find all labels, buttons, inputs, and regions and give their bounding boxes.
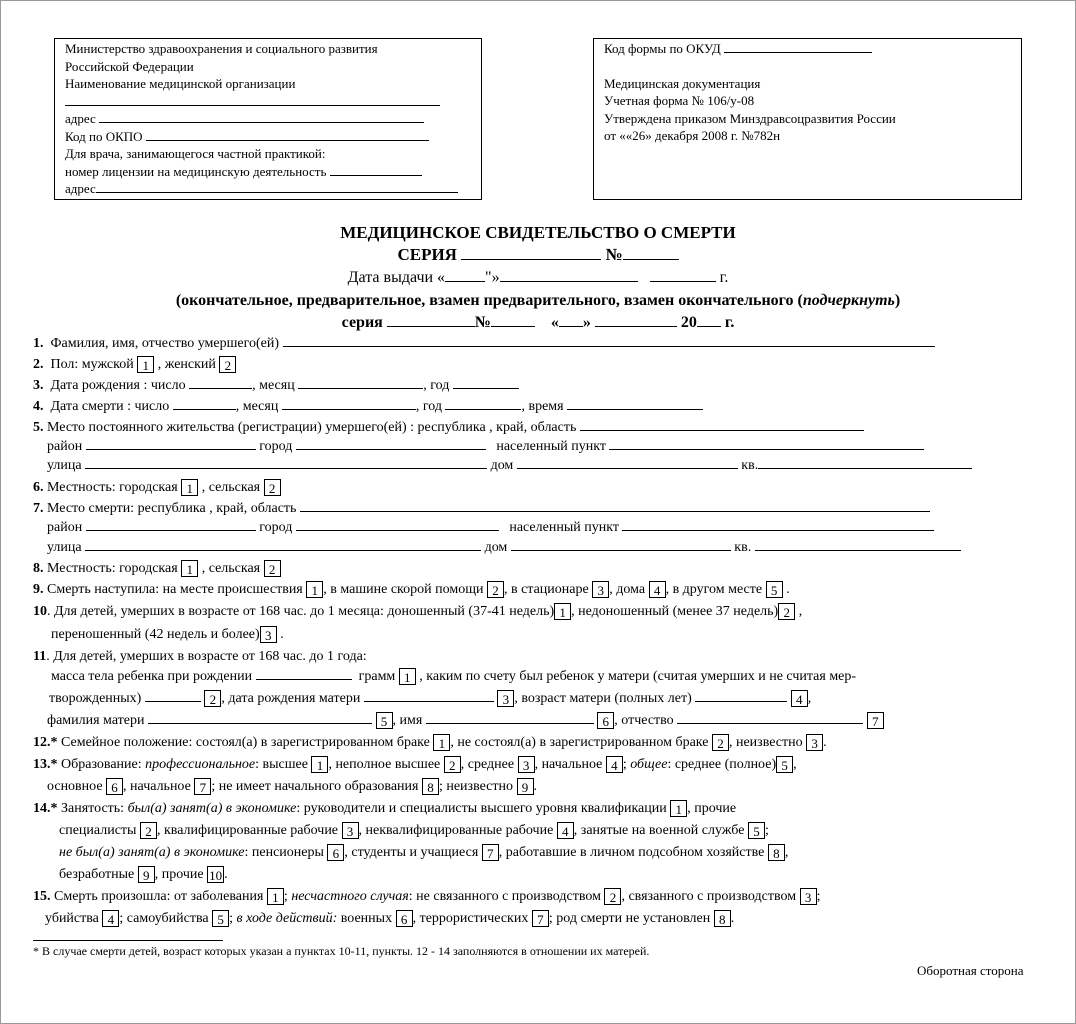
item-12-marital-status: 12.* Семейное положение: состоял(а) в зарегистрированном браке 1 , не состоял(а) в зарегистрированном браке 2 , неизвестно 3 .	[33, 735, 827, 752]
death-month-field[interactable]	[282, 397, 416, 410]
checkbox-accident-site[interactable]: 1	[306, 581, 323, 598]
checkbox-married[interactable]: 1	[433, 734, 450, 751]
checkbox-urban-6[interactable]: 1	[181, 479, 198, 496]
full-name-field[interactable]	[283, 334, 935, 347]
checkbox-military[interactable]: 5	[748, 822, 765, 839]
issue-month-field[interactable]	[500, 269, 638, 282]
checkbox-household[interactable]: 8	[768, 844, 785, 861]
replaced-year-field[interactable]	[697, 314, 721, 327]
checkbox-unemployed[interactable]: 9	[138, 866, 155, 883]
number-field[interactable]	[623, 247, 679, 260]
death-time-field[interactable]	[567, 397, 703, 410]
birth-year-field[interactable]	[453, 376, 519, 389]
license-field[interactable]: номер лицензии на медицинскую деятельность	[65, 163, 471, 181]
birth-order-field[interactable]	[145, 689, 201, 702]
death-street-field[interactable]	[85, 538, 481, 551]
death-district-field[interactable]	[86, 518, 256, 531]
issue-year-field[interactable]	[650, 269, 716, 282]
box-11-5[interactable]: 5	[376, 712, 393, 729]
item-2-sex: 2. Пол: мужской 1 , женский 2	[33, 355, 236, 375]
item-5-residence: 5. Место постоянного жительства (регистрации) умершего(ей) : республика , край, область	[33, 418, 864, 438]
checkbox-urban-8[interactable]: 1	[181, 560, 198, 577]
form-code-box	[593, 38, 1022, 200]
birth-month-field[interactable]	[298, 376, 423, 389]
replaced-series-field[interactable]	[387, 314, 475, 327]
item-11-mother-name-line: фамилия матери 5 , имя 6 , отчество 7	[47, 711, 884, 731]
footnote-divider	[33, 940, 223, 941]
checkbox-female[interactable]: 2	[219, 356, 236, 373]
checkbox-primary-prof[interactable]: 4	[606, 756, 623, 773]
certificate-status-line: (окончательное, предварительное, взамен предварительного, взамен окончательного (подчеркнуть)	[175, 292, 901, 309]
box-11-1[interactable]: 1	[399, 668, 416, 685]
death-place-region-field[interactable]	[300, 499, 930, 512]
replaced-month-field[interactable]	[595, 314, 677, 327]
item-13-education: 13.* Образование: профессиональное: высшее 1 , неполное высшее 2 , среднее 3 , начальное 4 ; общее: среднее (полное) 5 ,	[33, 757, 797, 774]
checkbox-education-unknown[interactable]: 9	[517, 778, 534, 795]
mother-name-field[interactable]	[426, 711, 594, 724]
checkbox-students[interactable]: 7	[482, 844, 499, 861]
checkbox-not-married[interactable]: 2	[712, 734, 729, 751]
organization-name-label: Наименование медицинской организации	[65, 76, 296, 91]
federation-line: Российской Федерации	[65, 58, 194, 74]
medical-doc-label: Медицинская документация	[604, 75, 761, 91]
checkbox-marital-unknown[interactable]: 3	[806, 734, 823, 751]
item-11-infant-info: 11. Для детей, умерших в возрасте от 168 час. до 1 года:	[33, 649, 367, 664]
private-address-field[interactable]: адрес	[65, 180, 471, 198]
birth-weight-field[interactable]	[256, 667, 352, 680]
checkbox-murder[interactable]: 4	[102, 910, 119, 927]
checkbox-non-work-accident[interactable]: 2	[604, 888, 621, 905]
checkbox-hospital[interactable]: 3	[592, 581, 609, 598]
item-14-employment-line3: не был(а) занят(а) в экономике: пенсионеры 6 , студенты и учащиеся 7 , работавшие в личном подсобном хозяйстве 8 ,	[59, 845, 789, 862]
checkbox-no-education[interactable]: 8	[422, 778, 439, 795]
checkbox-suicide[interactable]: 5	[212, 910, 229, 927]
item-7-street-line: улица дом кв.	[47, 538, 961, 558]
checkbox-ambulance[interactable]: 2	[487, 581, 504, 598]
checkbox-incomplete-higher[interactable]: 2	[444, 756, 461, 773]
approval-label: Утверждена приказом Минздравсоцразвития России	[604, 110, 896, 126]
item-14-employment: 14.* Занятость: был(а) занят(а) в экономике: руководители и специалисты высшего уровня квалификации 1 , прочие	[33, 801, 737, 818]
checkbox-secondary-general[interactable]: 5	[776, 756, 793, 773]
issue-date-line: Дата выдачи « "» г.	[347, 269, 729, 286]
checkbox-primary-general[interactable]: 7	[194, 778, 211, 795]
checkbox-other-place[interactable]: 5	[766, 581, 783, 598]
box-11-4[interactable]: 4	[791, 690, 808, 707]
item-10-post-term: переношенный (42 недель и более) 3 .	[51, 627, 284, 644]
address-field[interactable]: адрес	[65, 110, 471, 128]
residence-apt-field[interactable]	[758, 456, 972, 469]
footnote: * В случае смерти детей, возраст которых указан а пунктах 10-11, пункты. 12 - 14 заполняются в отношении их матерей.	[33, 944, 650, 958]
item-14-employment-line2: специалисты 2 , квалифицированные рабочие 3 , неквалифицированные рабочие 4 , занятые на военной службе 5 ;	[59, 823, 769, 840]
checkbox-pensioners[interactable]: 6	[327, 844, 344, 861]
residence-district-field[interactable]	[86, 437, 256, 450]
checkbox-full-term[interactable]: 1	[554, 603, 571, 620]
okpo-field[interactable]: Код по ОКПО	[65, 128, 471, 146]
birth-day-field[interactable]	[189, 376, 252, 389]
residence-city-field[interactable]	[296, 437, 486, 450]
checkbox-unskilled-workers[interactable]: 4	[557, 822, 574, 839]
item-14-employment-line4: безработные 9 , прочие 10 .	[59, 867, 228, 884]
checkbox-rural-8[interactable]: 2	[264, 560, 281, 577]
item-11-mother-birth-line: творожденных) 2 , дата рождения матери 3 , возраст матери (полных лет) 4 ,	[49, 691, 812, 708]
item-10-infant-term: 10. Для детей, умерших в возрасте от 168 час. до 1 месяца: доношенный (37-41 недель) 1 , недоношенный (менее 37 недель) 2 ,	[33, 604, 803, 621]
item-5-district-line: район город населенный пункт	[47, 437, 924, 457]
checkbox-higher[interactable]: 1	[311, 756, 328, 773]
replaced-series-line: серия № « » 20 г.	[341, 314, 735, 331]
mother-age-field[interactable]	[695, 689, 787, 702]
checkbox-male[interactable]: 1	[137, 356, 154, 373]
checkbox-premature[interactable]: 2	[778, 603, 795, 620]
mother-patronymic-field[interactable]	[677, 711, 863, 724]
item-3-birth-date: 3. Дата рождения : число , месяц , год	[33, 376, 519, 396]
item-4-death-date: 4. Дата смерти : число , месяц , год , время	[33, 397, 703, 417]
item-8-locality: 8. Местность: городская 1 , сельская 2	[33, 559, 281, 579]
checkbox-other-specialists[interactable]: 2	[140, 822, 157, 839]
item-9-death-circumstance: 9. Смерть наступила: на месте происшествия 1 , в машине скорой помощи 2 , в стационаре 3 , дома 4 , в другом месте 5 .	[33, 582, 790, 599]
checkbox-post-term[interactable]: 3	[260, 626, 277, 643]
checkbox-rural-6[interactable]: 2	[264, 479, 281, 496]
item-7-district-line: район город населенный пункт	[47, 518, 934, 538]
checkbox-secondary-prof[interactable]: 3	[518, 756, 535, 773]
checkbox-managers[interactable]: 1	[670, 800, 687, 817]
checkbox-basic[interactable]: 6	[106, 778, 123, 795]
replaced-day-field[interactable]	[559, 314, 583, 327]
ministry-line: Министерство здравоохранения и социального развития	[65, 41, 378, 56]
item-11-birth-weight-line: масса тела ребенка при рождении грамм 1 , каким по счету был ребенок у матери (считая умерших и не считая мер-	[51, 669, 857, 686]
checkbox-work-accident[interactable]: 3	[800, 888, 817, 905]
mother-surname-field[interactable]	[148, 711, 372, 724]
death-house-field[interactable]	[511, 538, 731, 551]
order-date-label: от ««26» декабря 2008 г. №782н	[604, 128, 781, 143]
organization-info-box	[54, 38, 482, 200]
death-city-field[interactable]	[296, 518, 499, 531]
replaced-number-field[interactable]	[491, 314, 535, 327]
checkbox-terrorist-action[interactable]: 7	[532, 910, 549, 927]
checkbox-skilled-workers[interactable]: 3	[342, 822, 359, 839]
item-6-locality: 6. Местность: городская 1 , сельская 2	[33, 478, 281, 498]
checkbox-military-action[interactable]: 6	[396, 910, 413, 927]
death-day-field[interactable]	[173, 397, 236, 410]
item-15-death-type-line2: убийства 4 ; самоубийства 5 ; в ходе действий: военных 6 , террористических 7 ; род смерти не установлен 8 .	[45, 911, 735, 928]
organization-name-field[interactable]	[65, 93, 471, 111]
box-11-3[interactable]: 3	[497, 690, 514, 707]
okud-field[interactable]: Код формы по ОКУД	[604, 40, 1011, 58]
item-15-death-type: 15. Смерть произошла: от заболевания 1 ; несчастного случая: не связанного с производством 2 , связанного с производством 3 ;	[33, 889, 821, 906]
death-apt-field[interactable]	[755, 538, 961, 551]
issue-day-field[interactable]	[445, 269, 485, 282]
checkbox-other-employment[interactable]: 10	[209, 868, 223, 884]
mother-birth-date-field[interactable]	[364, 689, 494, 702]
box-11-6[interactable]: 6	[597, 712, 614, 729]
item-7-death-place: 7. Место смерти: республика , край, область	[33, 499, 930, 519]
document-title: МЕДИЦИНСКОЕ СВИДЕТЕЛЬСТВО О СМЕРТИ	[340, 223, 736, 242]
box-11-2[interactable]: 2	[204, 690, 221, 707]
item-13-education-line2: основное 6 , начальное 7 ; не имеет начального образования 8 ; неизвестно 9 .	[47, 779, 537, 796]
item-5-street-line: улица дом кв.	[47, 456, 972, 476]
series-number-line: СЕРИЯ №	[1, 245, 1075, 265]
form-number-label: Учетная форма № 106/у-08	[604, 93, 755, 108]
death-year-field[interactable]	[445, 397, 521, 410]
residence-settlement-field[interactable]	[609, 437, 924, 450]
checkbox-undetermined[interactable]: 8	[714, 910, 731, 927]
private-practice-label: Для врача, занимающегося частной практикой:	[65, 146, 326, 161]
box-11-7[interactable]: 7	[867, 712, 884, 729]
residence-region-field[interactable]	[580, 418, 864, 431]
death-settlement-field[interactable]	[622, 518, 934, 531]
item-1-full-name: 1. Фамилия, имя, отчество умершего(ей)	[33, 334, 935, 354]
checkbox-home[interactable]: 4	[649, 581, 666, 598]
residence-street-field[interactable]	[85, 456, 487, 469]
checkbox-disease[interactable]: 1	[267, 888, 284, 905]
series-field[interactable]	[461, 247, 601, 260]
reverse-side-label: Оборотная сторона	[917, 963, 1024, 978]
residence-house-field[interactable]	[517, 456, 738, 469]
